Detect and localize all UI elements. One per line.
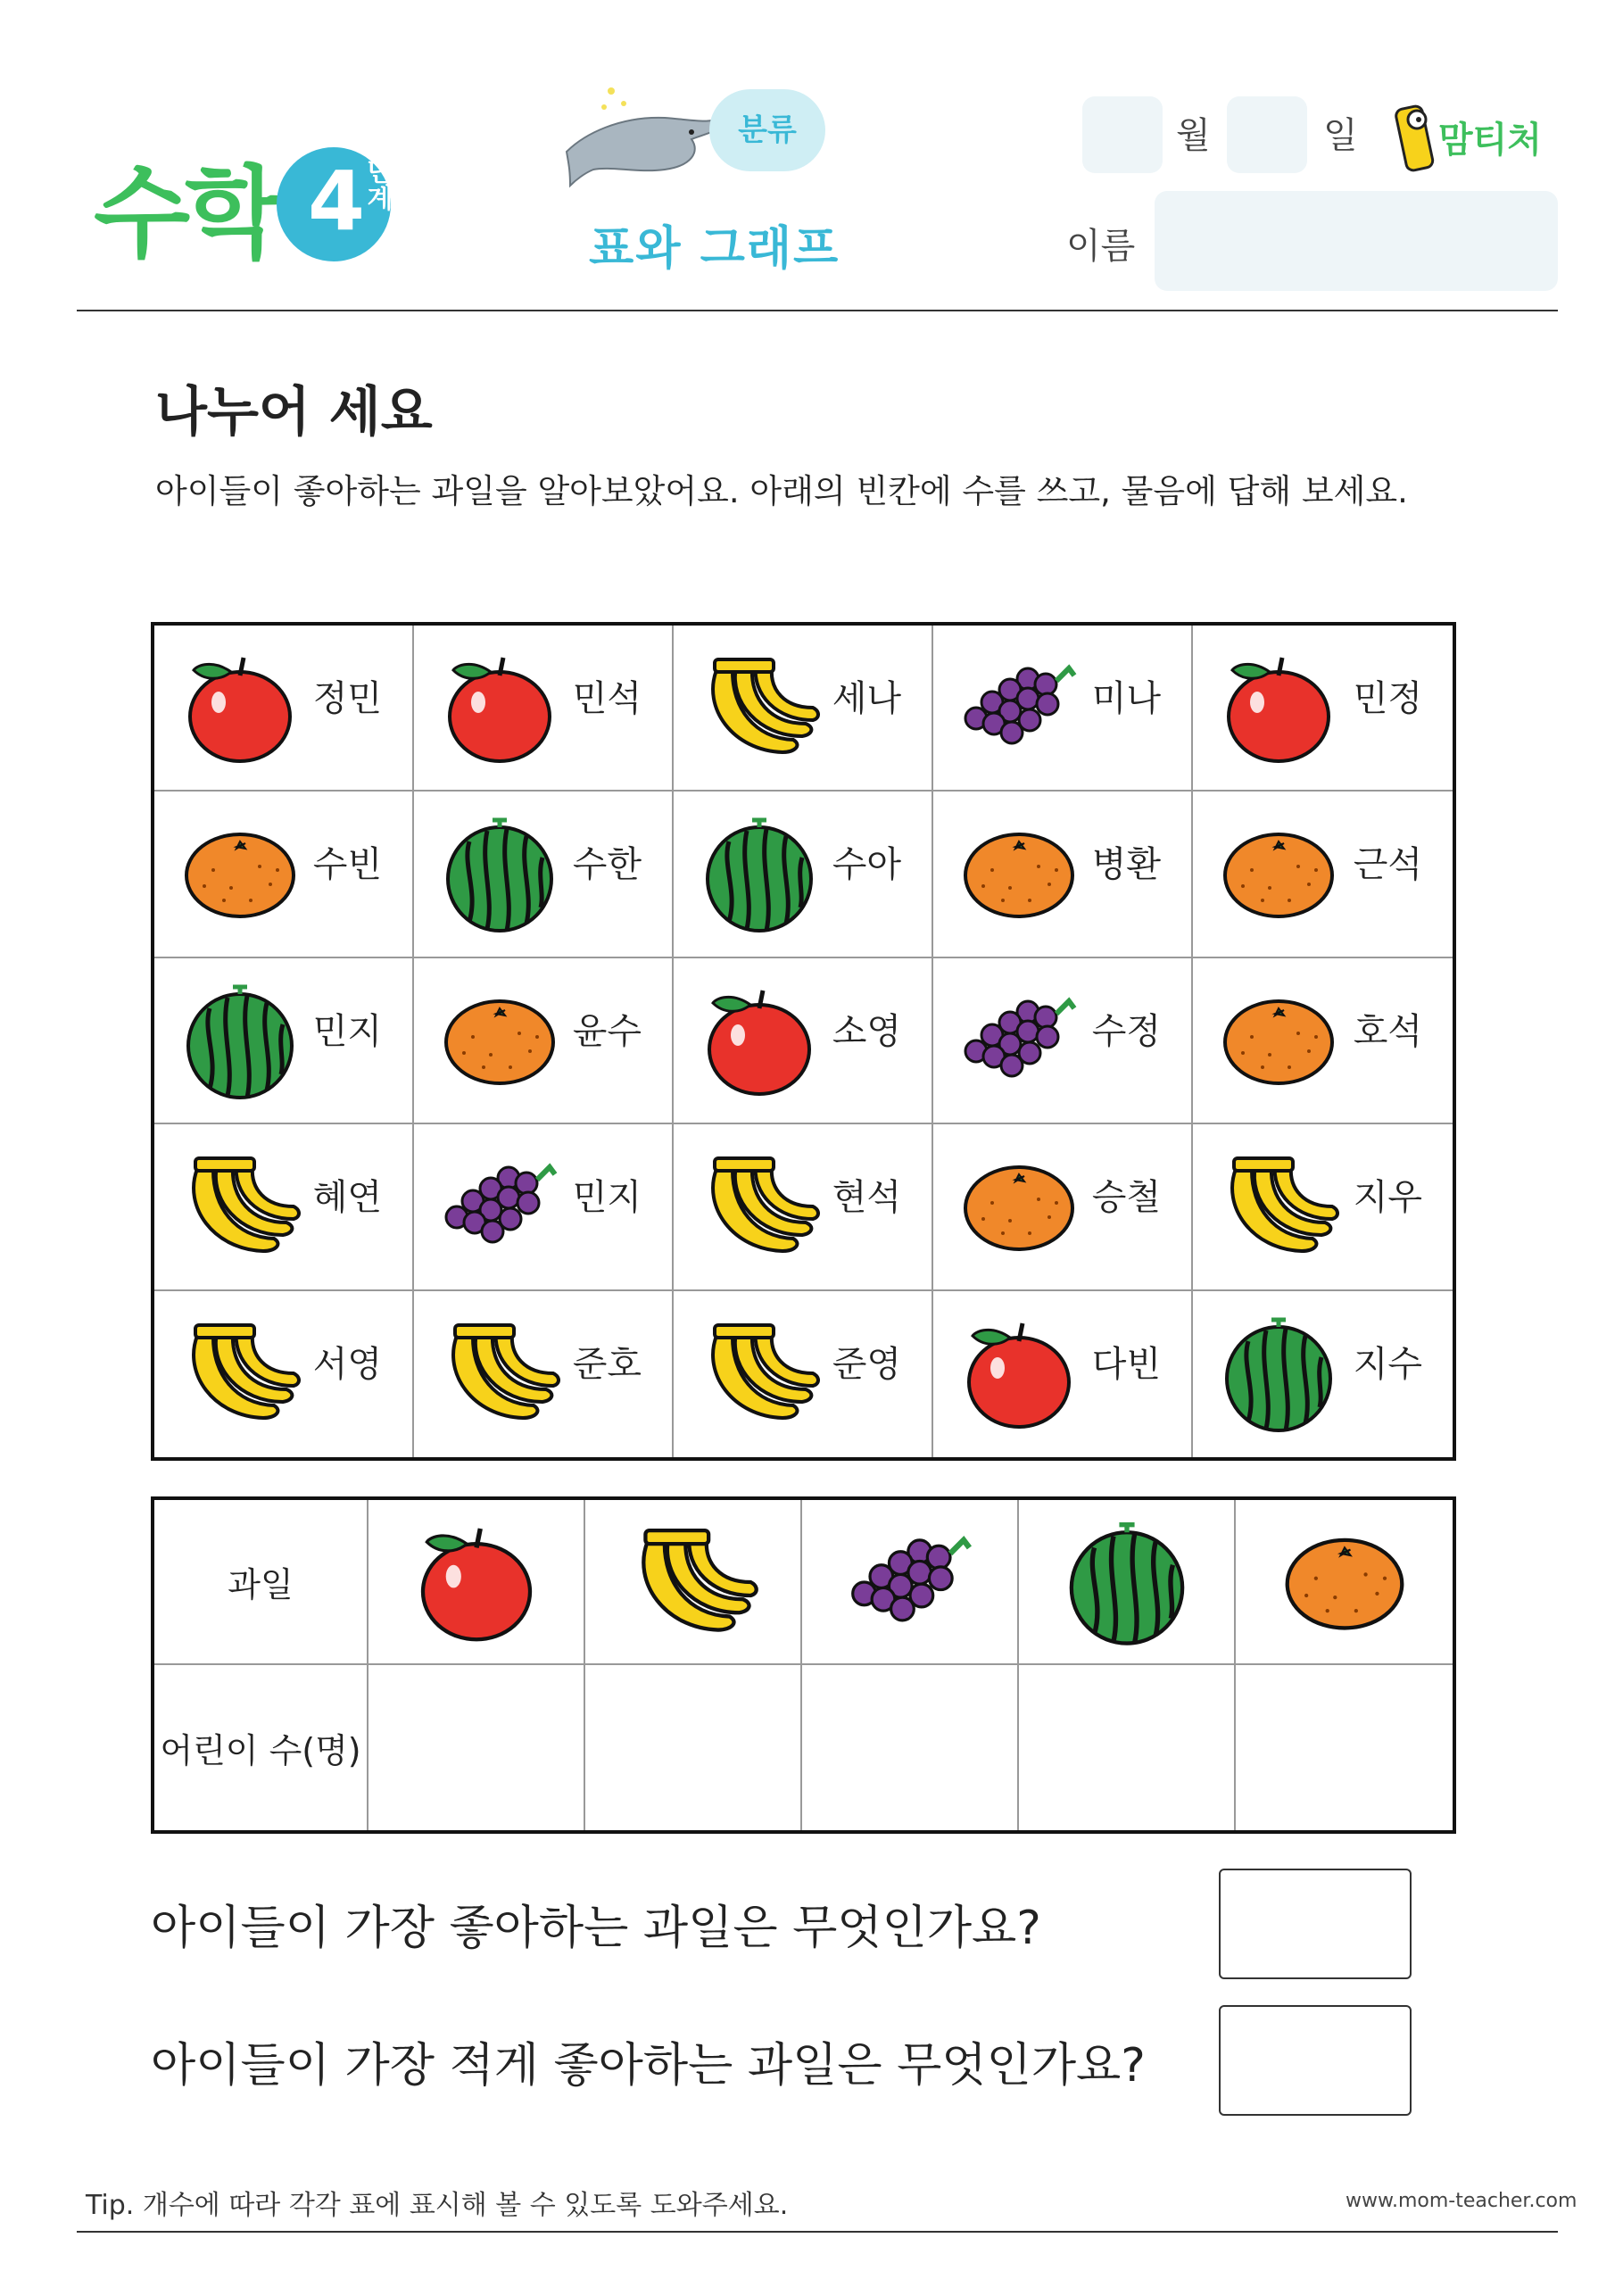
grape-icon xyxy=(437,1144,562,1269)
fruit-header-cell xyxy=(368,1500,585,1665)
survey-cell xyxy=(933,626,1193,792)
survey-cell xyxy=(414,958,674,1124)
child-name: 병환 xyxy=(1091,844,1161,886)
banana-icon xyxy=(697,1144,822,1269)
survey-cell xyxy=(154,958,414,1124)
footer-divider xyxy=(77,2231,1558,2233)
grape-icon xyxy=(956,978,1081,1103)
apple-icon xyxy=(437,645,562,770)
brand-text: 맘티처 xyxy=(1438,120,1542,161)
count-input-grape[interactable] xyxy=(802,1665,1019,1830)
site-url: www.mom-teacher.com xyxy=(1346,2190,1577,2212)
child-name: 민정 xyxy=(1353,678,1422,719)
survey-cell xyxy=(674,958,933,1124)
child-name: 준영 xyxy=(832,1343,901,1385)
survey-cell xyxy=(674,1124,933,1290)
survey-cell xyxy=(674,792,933,957)
child-name: 근석 xyxy=(1353,844,1422,886)
watermelon-icon xyxy=(697,811,822,936)
level-suffix: 단계 xyxy=(361,157,393,211)
survey-cell xyxy=(154,1124,414,1290)
count-input-banana[interactable] xyxy=(585,1665,802,1830)
count-input-apple[interactable] xyxy=(368,1665,585,1830)
child-name: 미나 xyxy=(1091,678,1161,719)
orange-icon xyxy=(956,811,1081,936)
topic-tag: 분류 xyxy=(738,112,797,148)
survey-cell xyxy=(933,958,1193,1124)
orange-icon xyxy=(437,978,562,1103)
banana-icon xyxy=(437,1311,562,1436)
survey-grid xyxy=(151,622,1456,1461)
count-input-orange[interactable] xyxy=(1236,1665,1453,1830)
header-divider xyxy=(77,310,1558,311)
instruction-text: 아이들이 좋아하는 과일을 알아보았어요. 아래의 빈칸에 수를 쓰고, 물음에 답해 보세요. xyxy=(155,472,1408,510)
month-field[interactable] xyxy=(1082,96,1163,173)
banana-icon xyxy=(697,1311,822,1436)
child-name: 호석 xyxy=(1353,1010,1422,1052)
survey-cell xyxy=(414,1124,674,1290)
banana-icon xyxy=(178,1144,302,1269)
question-2: 아이들이 가장 적게 좋아하는 과일은 무엇인가요? xyxy=(151,2039,1146,2093)
name-field[interactable] xyxy=(1155,191,1558,291)
name-label: 이름 xyxy=(1066,226,1136,267)
answer-box-2[interactable] xyxy=(1219,2005,1412,2116)
survey-cell xyxy=(414,626,674,792)
row-header-count-label: 어린이 수(명) xyxy=(160,1731,361,1770)
row-header-fruit xyxy=(154,1500,368,1665)
survey-cell xyxy=(1193,1124,1453,1290)
day-label: 일 xyxy=(1323,115,1358,156)
survey-cell xyxy=(1193,792,1453,957)
apple-icon xyxy=(956,1311,1081,1436)
apple-icon xyxy=(410,1515,543,1649)
survey-cell xyxy=(933,1291,1193,1457)
survey-cell xyxy=(414,1291,674,1457)
fruit-header-cell xyxy=(1019,1500,1236,1665)
page-subtitle: 표와 그래프 xyxy=(589,222,840,276)
apple-icon xyxy=(178,645,302,770)
child-name: 준호 xyxy=(572,1343,642,1385)
tip-text: Tip. 개수에 따라 각각 표에 표시해 볼 수 있도록 도와주세요. xyxy=(86,2190,789,2221)
banana-icon xyxy=(178,1311,302,1436)
banana-icon xyxy=(626,1515,760,1649)
orange-icon xyxy=(178,811,302,936)
watermelon-icon xyxy=(178,978,302,1103)
child-name: 민지 xyxy=(312,1010,382,1052)
section-title: 나누어 세요 xyxy=(155,381,433,443)
watermelon-icon xyxy=(1216,1311,1341,1436)
day-field[interactable] xyxy=(1227,96,1307,173)
apple-icon xyxy=(1216,645,1341,770)
survey-cell xyxy=(154,1291,414,1457)
month-label: 월 xyxy=(1176,115,1211,156)
survey-cell xyxy=(1193,1291,1453,1457)
child-name: 지우 xyxy=(1353,1177,1422,1219)
grape-icon xyxy=(843,1515,977,1649)
brand-logo xyxy=(1392,96,1561,177)
fruit-header-cell xyxy=(802,1500,1019,1665)
child-name: 혜연 xyxy=(312,1177,382,1219)
child-name: 수정 xyxy=(1091,1010,1161,1052)
child-name: 다빈 xyxy=(1091,1343,1161,1385)
survey-cell xyxy=(1193,626,1453,792)
survey-cell xyxy=(933,792,1193,957)
child-name: 윤수 xyxy=(572,1010,642,1052)
banana-icon xyxy=(697,645,822,770)
orange-icon xyxy=(1216,811,1341,936)
fruit-header-cell xyxy=(1236,1500,1453,1665)
child-name: 수빈 xyxy=(312,844,382,886)
survey-cell xyxy=(414,792,674,957)
question-1: 아이들이 가장 좋아하는 과일은 무엇인가요? xyxy=(151,1902,1041,1955)
banana-icon xyxy=(1216,1144,1341,1269)
grape-icon xyxy=(956,645,1081,770)
child-name: 승철 xyxy=(1091,1177,1161,1219)
child-name: 정민 xyxy=(312,678,382,719)
child-name: 세나 xyxy=(832,678,901,719)
row-header-fruit-label: 과일 xyxy=(228,1565,294,1604)
watermelon-icon xyxy=(1060,1515,1194,1649)
child-name: 수아 xyxy=(832,844,901,886)
child-name: 서영 xyxy=(312,1343,382,1385)
child-name: 현석 xyxy=(832,1177,901,1219)
row-header-count xyxy=(154,1665,368,1830)
level-number: 4 xyxy=(308,153,366,249)
survey-cell xyxy=(154,792,414,957)
apple-icon xyxy=(697,978,822,1103)
child-name: 민석 xyxy=(572,678,642,719)
logo-text: 수학 xyxy=(94,156,277,272)
orange-icon xyxy=(956,1144,1081,1269)
survey-cell xyxy=(933,1124,1193,1290)
child-name: 수한 xyxy=(572,844,642,886)
survey-cell xyxy=(154,626,414,792)
fruit-header-cell xyxy=(585,1500,802,1665)
watermelon-icon xyxy=(437,811,562,936)
survey-cell xyxy=(1193,958,1453,1124)
child-name: 지수 xyxy=(1353,1343,1422,1385)
orange-icon xyxy=(1278,1515,1412,1649)
survey-cell xyxy=(674,626,933,792)
count-table xyxy=(151,1496,1456,1834)
answer-box-1[interactable] xyxy=(1219,1869,1412,1979)
child-name: 소영 xyxy=(832,1010,901,1052)
survey-cell xyxy=(674,1291,933,1457)
count-input-watermelon[interactable] xyxy=(1019,1665,1236,1830)
child-name: 민지 xyxy=(572,1177,642,1219)
orange-icon xyxy=(1216,978,1341,1103)
